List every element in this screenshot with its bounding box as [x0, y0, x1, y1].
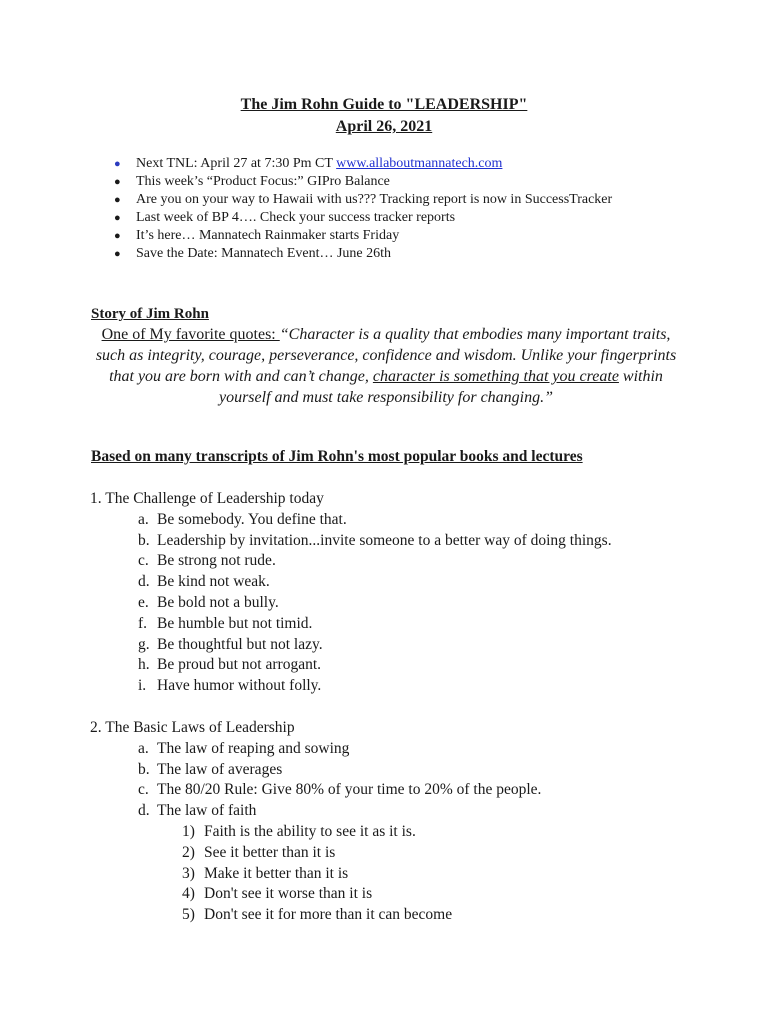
bullet-icon: ●	[114, 158, 121, 170]
list-item: i. Have humor without folly.	[138, 677, 322, 694]
announcement-list	[112, 155, 612, 263]
list-item: d. Be kind not weak.	[138, 573, 270, 590]
list-item: h. Be proud but not arrogant.	[138, 656, 322, 673]
story-heading: Story of Jim Rohn	[91, 306, 209, 322]
list-item: 2) See it better than it is	[182, 844, 336, 861]
section-title: 1. The Challenge of Leadership today	[90, 490, 324, 507]
list-item: 4) Don't see it worse than it is	[182, 885, 373, 902]
list-item: ● It’s here… Mannatech Rainmaker starts Friday	[114, 228, 400, 243]
list-item: d. The law of faith	[138, 802, 257, 819]
quote-lead: One of My favorite quotes:	[101, 326, 280, 343]
list-item: ● Save the Date: Mannatech Event… June 26th	[114, 246, 392, 261]
section-title: 2. The Basic Laws of Leadership	[90, 719, 295, 736]
bullet-icon: ●	[114, 176, 121, 188]
list-item: b. The law of averages	[138, 761, 283, 778]
bullet-icon: ●	[114, 194, 121, 206]
list-item: c. Be strong not rude.	[138, 552, 276, 569]
list-item: ● Last week of BP 4…. Check your success tracker reports	[114, 210, 456, 225]
list-item: 1) Faith is the ability to see it as it is.	[182, 823, 416, 840]
list-item: f. Be humble but not timid.	[138, 615, 313, 632]
bullet-icon: ●	[114, 230, 121, 242]
favorite-quote	[88, 324, 684, 408]
document-date: April 26, 2021	[335, 118, 433, 135]
quote-text: “Character is a quality that embodies many important traits, such as integrity, courage, perseverance, confidence and wisdom. Unlike your fingerprints that you are born with and can’t change,	[95, 326, 677, 385]
website-link[interactable]: www.allaboutmannatech.com	[336, 156, 503, 171]
list-item: 5) Don't see it for more than it can become	[182, 906, 453, 923]
document-title: The Jim Rohn Guide to "LEADERSHIP"	[240, 96, 528, 113]
list-item: b. Leadership by invitation...invite someone to a better way of doing things.	[138, 532, 612, 549]
bullet-icon: ●	[114, 212, 121, 224]
list-item: ● Next TNL: April 27 at 7:30 Pm CT www.allaboutmannatech.com	[114, 156, 503, 171]
list-item: ● Are you on your way to Hawaii with us??? Tracking report is now in SuccessTracker	[114, 192, 613, 207]
quote-emphasis: character is something that you create	[372, 368, 619, 385]
list-item: 3) Make it better than it is	[182, 865, 349, 882]
quote-ending: within yourself and must take responsibility for changing.”	[218, 368, 663, 406]
list-item: ● This week’s “Product Focus:” GIPro Balance	[114, 174, 390, 189]
list-item: c. The 80/20 Rule: Give 80% of your time to 20% of the people.	[138, 781, 542, 798]
list-item: e. Be bold not a bully.	[138, 594, 279, 611]
list-item: a. Be somebody. You define that.	[138, 511, 347, 528]
list-item: g. Be thoughtful but not lazy.	[138, 636, 323, 653]
section-heading: Based on many transcripts of Jim Rohn's most popular books and lectures	[91, 448, 583, 465]
bullet-icon: ●	[114, 248, 121, 260]
list-item: a. The law of reaping and sowing	[138, 740, 350, 757]
